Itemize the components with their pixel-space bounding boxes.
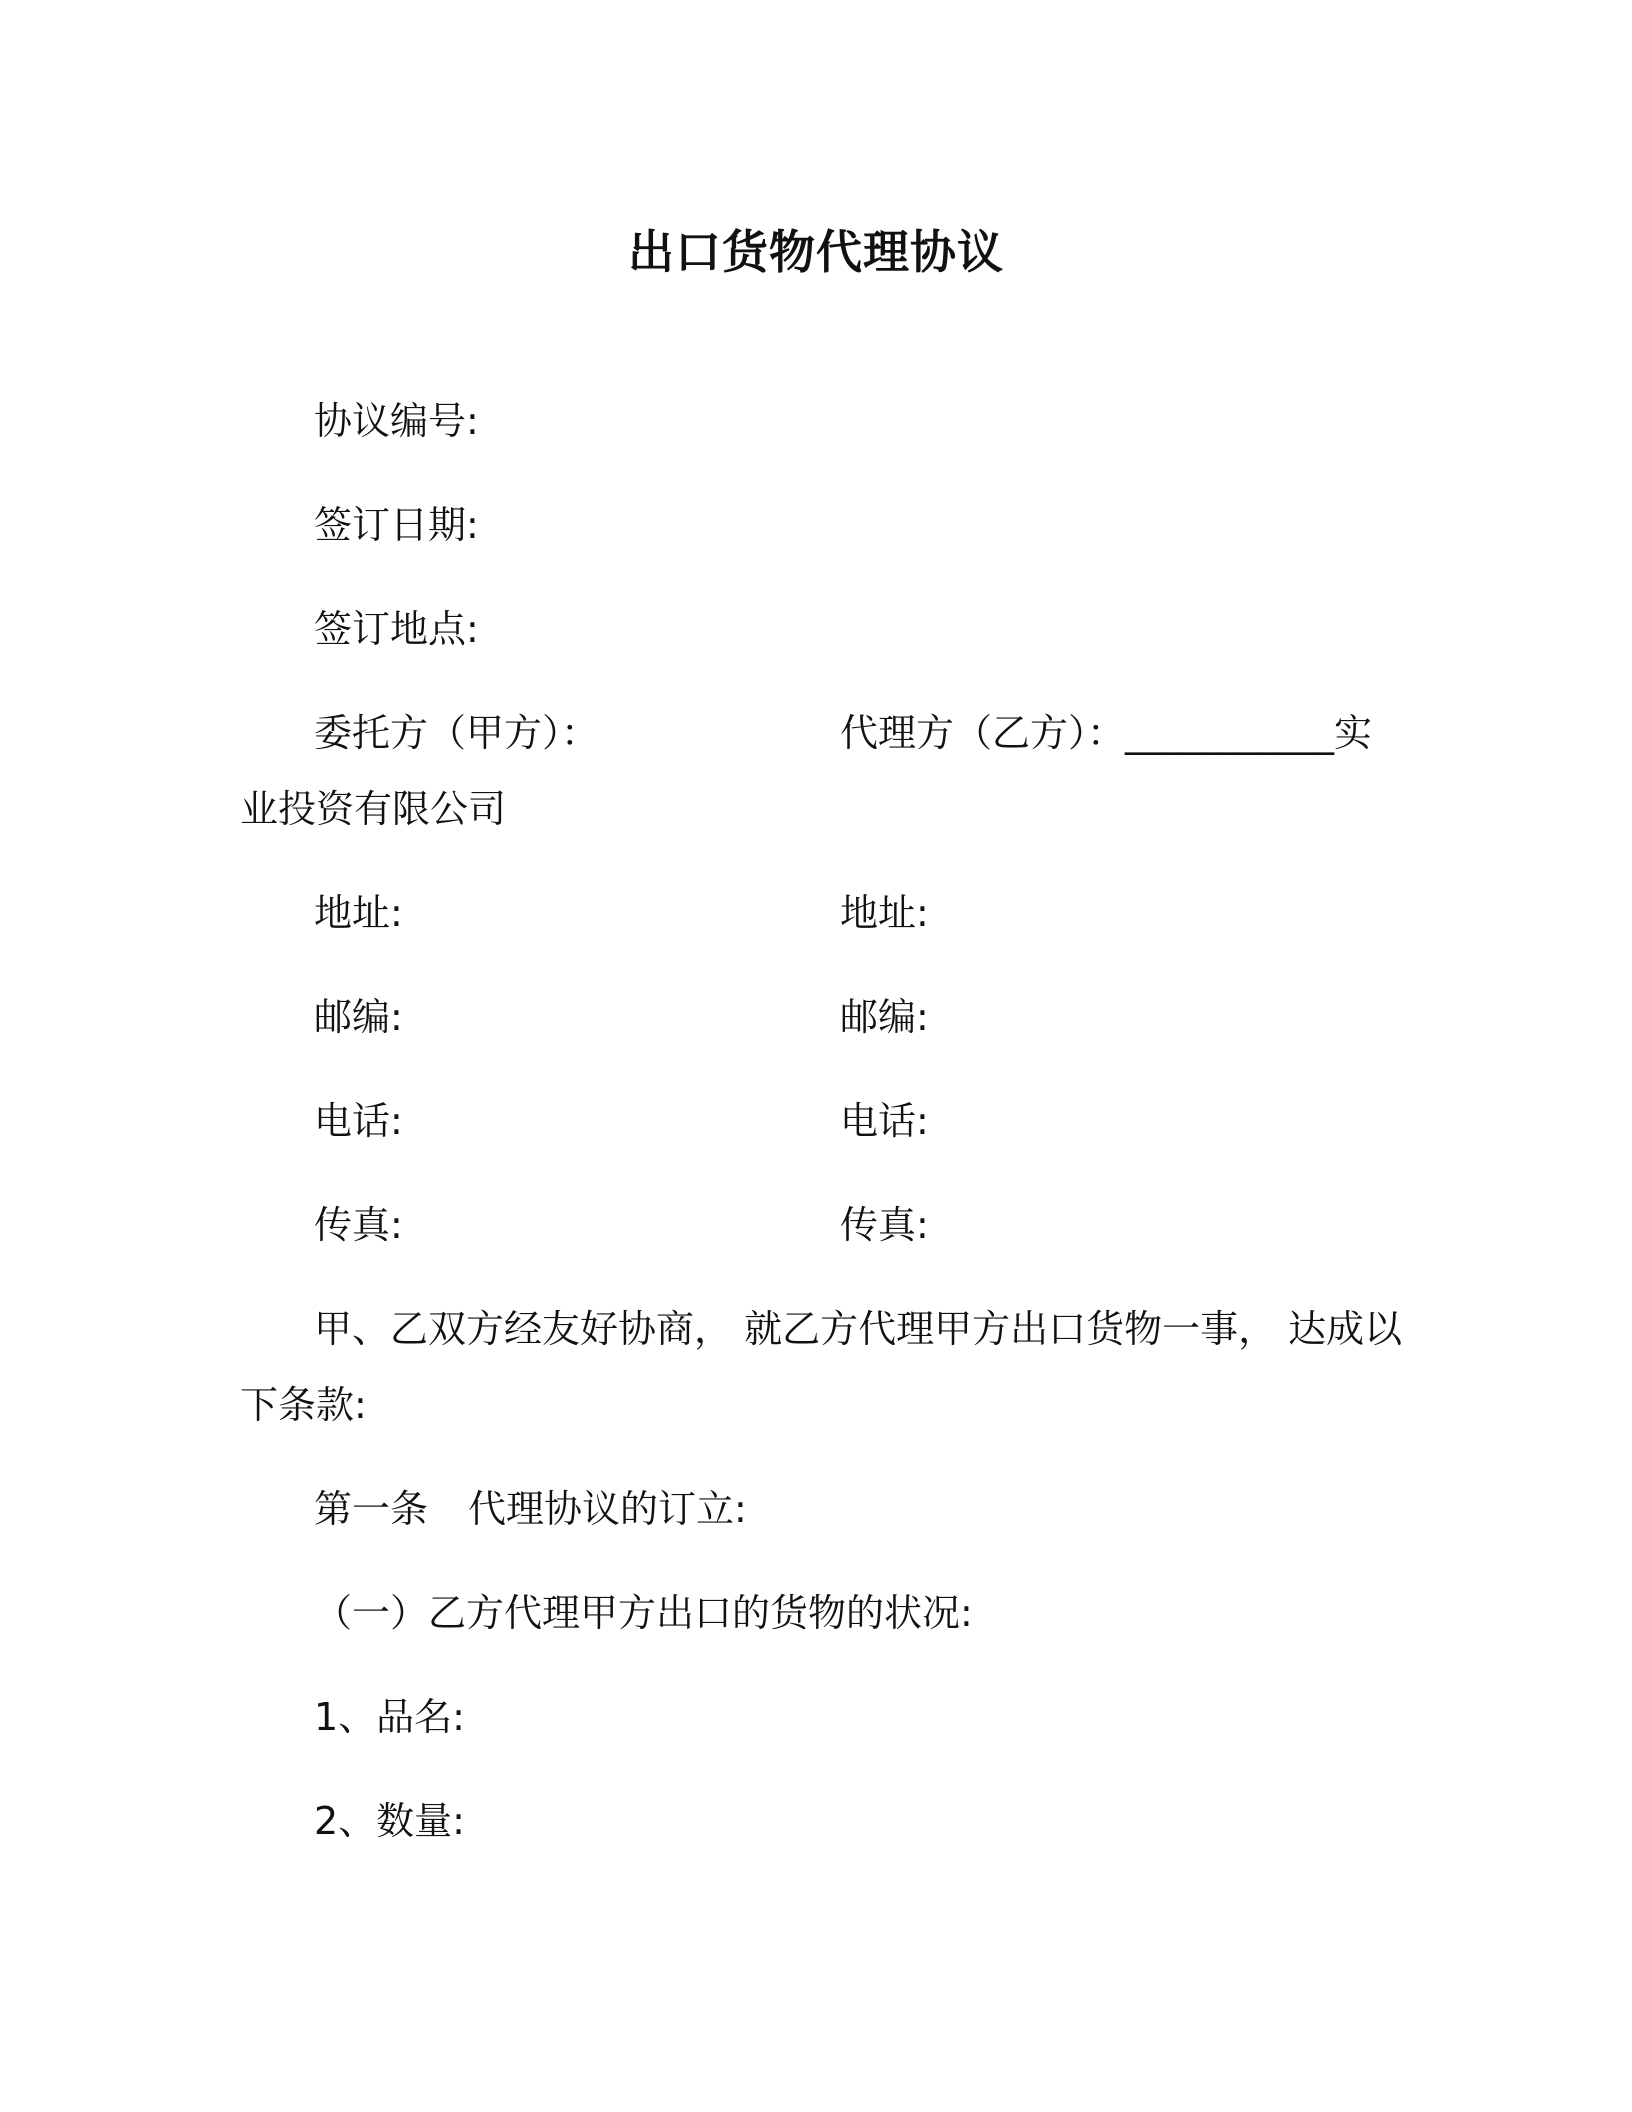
- agreement-number-label: 协议编号:: [314, 399, 479, 443]
- document-title: 出口货物代理协议: [628, 225, 1004, 279]
- item-1-product-name: 1、品名:: [314, 1695, 465, 1739]
- article-1-number: 第一条: [314, 1487, 429, 1531]
- party-a-fax-label: 传真:: [314, 1203, 403, 1247]
- party-b-phone-label: 电话:: [840, 1099, 929, 1143]
- party-b-label: 代理方（乙方）：: [840, 711, 1126, 755]
- item-2-quantity: 2、数量:: [314, 1799, 465, 1843]
- section-1-heading: （一）乙方代理甲方出口的货物的状况:: [314, 1591, 973, 1635]
- party-b-fax-label: 传真:: [840, 1203, 929, 1247]
- party-a-address-label: 地址:: [314, 891, 403, 935]
- party-b-postcode-label: 邮编:: [840, 995, 929, 1039]
- party-a-label: 委托方（甲方）：: [314, 711, 600, 755]
- party-b-line: [840, 710, 1372, 756]
- party-a-phone-label: 电话:: [314, 1099, 403, 1143]
- party-b-company-continued: 业投资有限公司: [240, 787, 507, 831]
- party-b-address-label: 地址:: [840, 891, 929, 935]
- party-a-postcode-label: 邮编:: [314, 995, 403, 1039]
- intro-paragraph-line-2: 下条款:: [240, 1383, 367, 1427]
- party-b-company-start: 实: [1334, 711, 1373, 755]
- party-b-blank: ___________: [1125, 711, 1335, 755]
- article-1-title: 代理协议的订立:: [468, 1487, 747, 1531]
- sign-date-label: 签订日期:: [314, 503, 479, 547]
- sign-place-label: 签订地点:: [314, 607, 479, 651]
- intro-paragraph-line-1: 甲、乙双方经友好协商， 就乙方代理甲方出口货物一事， 达成以: [314, 1307, 1403, 1351]
- article-1-heading: [314, 1486, 747, 1532]
